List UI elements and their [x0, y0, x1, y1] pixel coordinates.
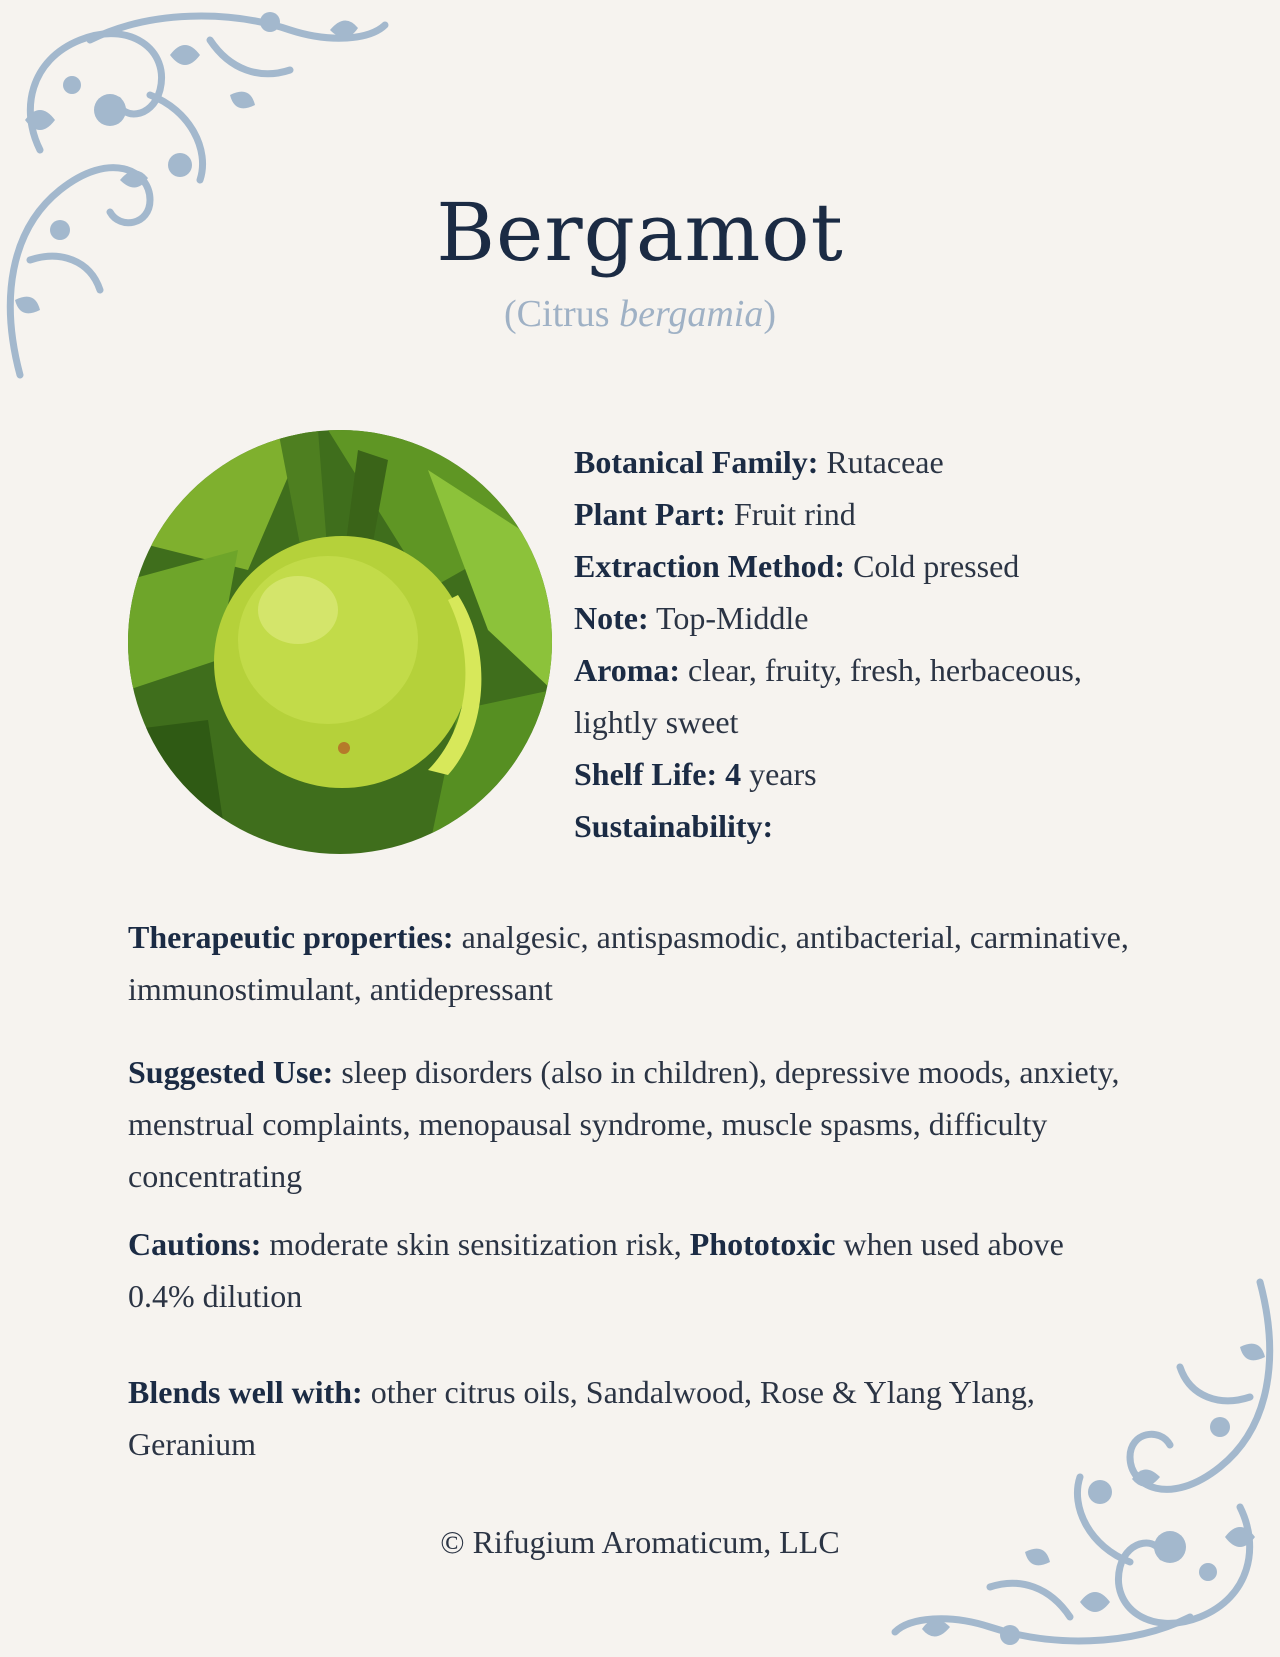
fact-label: Shelf Life:: [574, 756, 718, 792]
fact-note: [574, 592, 1194, 644]
section-label: Blends well with:: [128, 1374, 363, 1410]
cautions-text-2: when used above 0.4% dilution: [128, 1226, 1064, 1314]
fact-value: Top-Middle: [656, 600, 809, 636]
phototoxic-warning: Phototoxic: [689, 1226, 836, 1262]
therapeutic-properties: [128, 911, 1168, 1015]
fact-botanical-family: [574, 436, 1194, 488]
fact-extraction-method: [574, 540, 1194, 592]
fact-label: Extraction Method:: [574, 548, 846, 584]
fact-label: Sustainability:: [574, 808, 774, 844]
blends-well-with: [128, 1366, 1068, 1470]
fact-aroma: [574, 644, 1134, 748]
latin-close: ): [763, 293, 776, 335]
fact-value: clear, fruity, fresh, herbaceous, lightly sweet: [574, 652, 1082, 740]
fact-shelf-life: [574, 748, 1194, 800]
fact-value: Rutaceae: [826, 444, 944, 480]
fact-sustainability: [574, 800, 1194, 852]
cautions-text: moderate skin sensitization risk,: [269, 1226, 682, 1262]
latin-name: [0, 292, 1280, 336]
section-label: Suggested Use:: [128, 1054, 334, 1090]
fact-plant-part: [574, 488, 1194, 540]
section-label: Therapeutic properties:: [128, 919, 454, 955]
page-title: Bergamot: [436, 186, 844, 279]
bergamot-photo: [128, 430, 552, 854]
quick-facts: [574, 436, 1194, 852]
latin-genus: (Citrus: [504, 293, 620, 335]
section-value: sleep disorders (also in children), depressive moods, anxiety, menstrual complaints, menopausal syndrome, muscle spasms, difficulty concentrating: [128, 1054, 1120, 1194]
fact-label: Plant Part:: [574, 496, 726, 532]
suggested-use: [128, 1046, 1168, 1202]
bergamot-fruit-icon: [128, 430, 552, 854]
shelf-life-unit: years: [749, 756, 817, 792]
fact-label: Botanical Family:: [574, 444, 819, 480]
latin-species: bergamia: [619, 293, 764, 335]
shelf-life-number: 4: [725, 756, 742, 792]
fact-value: Fruit rind: [733, 496, 856, 532]
section-value: analgesic, antispasmodic, antibacterial, carminative, immunostimulant, antidepressant: [128, 919, 1129, 1007]
fact-label: Note:: [574, 600, 649, 636]
fact-value: Cold pressed: [853, 548, 1020, 584]
copyright-footer: © Rifugium Aromaticum, LLC: [440, 1524, 840, 1560]
fact-label: Aroma:: [574, 652, 681, 688]
section-value: other citrus oils, Sandalwood, Rose & Ylang Ylang, Geranium: [128, 1374, 1035, 1462]
cautions: [128, 1218, 1128, 1322]
section-label: Cautions:: [128, 1226, 262, 1262]
